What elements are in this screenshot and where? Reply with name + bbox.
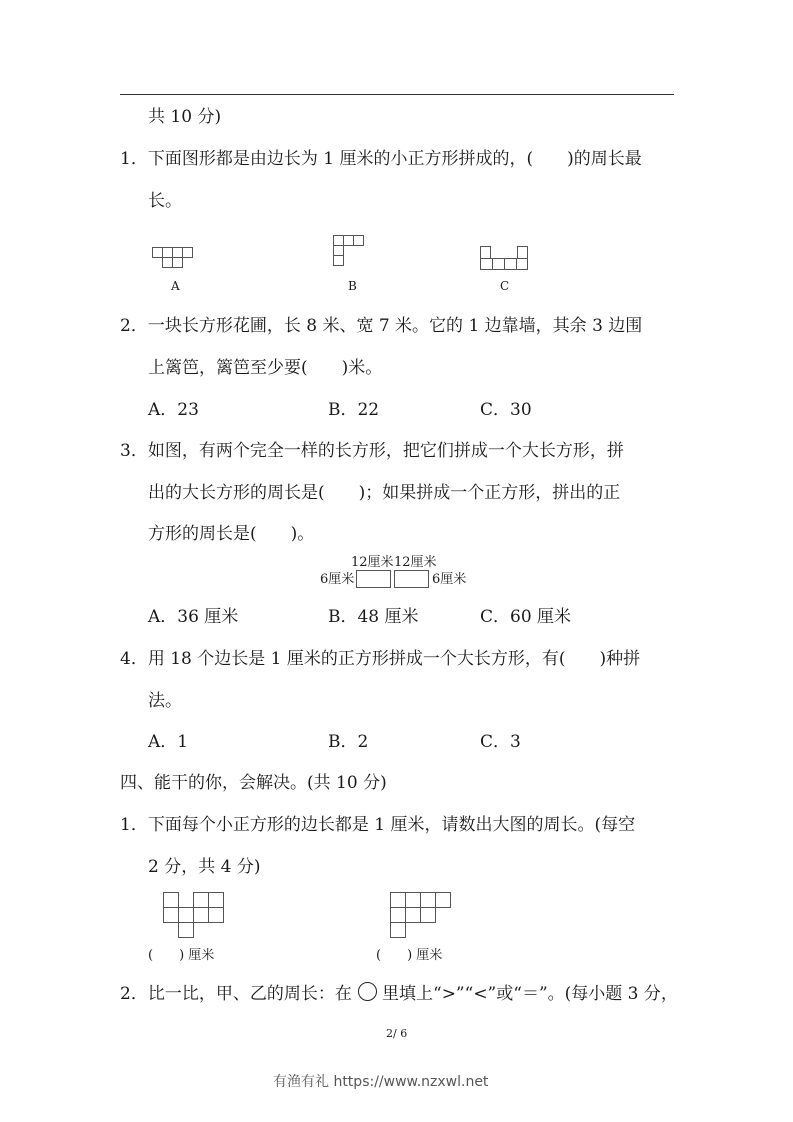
section4-figure-1 — [163, 892, 229, 942]
q3-option-c[interactable]: C．60 厘米 — [480, 607, 572, 627]
q3-line1: 3．如图，有两个完全一样的长方形，把它们拼成一个大长方形，拼 — [120, 441, 624, 461]
q3-fig-top-label-2: 12厘米 — [394, 555, 437, 570]
q3-fig-right-label: 6厘米 — [432, 572, 467, 587]
q2-option-c[interactable]: C．30 — [480, 400, 532, 420]
section-header-tail: 共 10 分) — [148, 107, 222, 127]
q4-line2: 法。 — [148, 691, 182, 711]
section4-p2-after: 里填上“>”“<”或“＝”。(每小题 3 分， — [382, 984, 678, 1004]
q3-option-a[interactable]: A．36 厘米 — [148, 607, 239, 627]
section4-p1-line2: 2 分，共 4 分) — [148, 857, 261, 877]
q3-line3: 方形的周长是( )。 — [148, 524, 315, 544]
q3-figure-rectangles — [356, 570, 430, 590]
footer-watermark: 有渔有礼 https://www.nzxwl.net — [273, 1074, 489, 1090]
q2-line2: 上篱笆，篱笆至少要( )米。 — [148, 358, 383, 378]
q1-line2: 长。 — [148, 191, 182, 211]
q3-fig-left-label: 6厘米 — [320, 572, 355, 587]
q4-option-c[interactable]: C．3 — [480, 732, 521, 752]
q1-figure-a — [152, 246, 202, 270]
page-number: 2/ 6 — [386, 1027, 408, 1040]
q2-line1: 2．一块长方形花圃，长 8 米、宽 7 米。它的 1 边靠墙，其余 3 边围 — [120, 316, 643, 336]
q2-option-b[interactable]: B．22 — [328, 400, 380, 420]
q3-option-b[interactable]: B．48 厘米 — [328, 607, 419, 627]
top-rule — [120, 94, 674, 95]
section4-answer-2[interactable]: ( ) 厘米 — [376, 948, 443, 963]
section4-title: 四、能干的你，会解决。(共 10 分) — [120, 773, 387, 793]
q3-fig-top-label-1: 12厘米 — [351, 555, 394, 570]
q1-label-a: A — [171, 279, 180, 293]
q3-line2: 出的大长方形的周长是( )；如果拼成一个正方形，拼出的正 — [148, 483, 621, 503]
q1-label-c: C — [500, 279, 510, 293]
q1-line1: 1．下面图形都是由边长为 1 厘米的小正方形拼成的，( )的周长最 — [120, 149, 642, 169]
section4-p2-before: 2．比一比，甲、乙的周长：在 — [120, 984, 352, 1004]
compare-circle-icon[interactable] — [358, 982, 377, 1001]
q1-figure-b — [333, 235, 373, 271]
q2-option-a[interactable]: A．23 — [148, 400, 199, 420]
q1-label-b: B — [348, 279, 357, 293]
q4-option-a[interactable]: A．1 — [148, 732, 189, 752]
section4-answer-1[interactable]: ( ) 厘米 — [148, 948, 215, 963]
q1-figure-c — [480, 246, 532, 272]
section4-p1-line1: 1．下面每个小正方形的边长都是 1 厘米，请数出大图的周长。(每空 — [120, 815, 636, 835]
q4-line1: 4．用 18 个边长是 1 厘米的正方形拼成一个大长方形，有( )种拼 — [120, 649, 641, 669]
q4-option-b[interactable]: B．2 — [328, 732, 369, 752]
section4-figure-2 — [390, 892, 456, 942]
